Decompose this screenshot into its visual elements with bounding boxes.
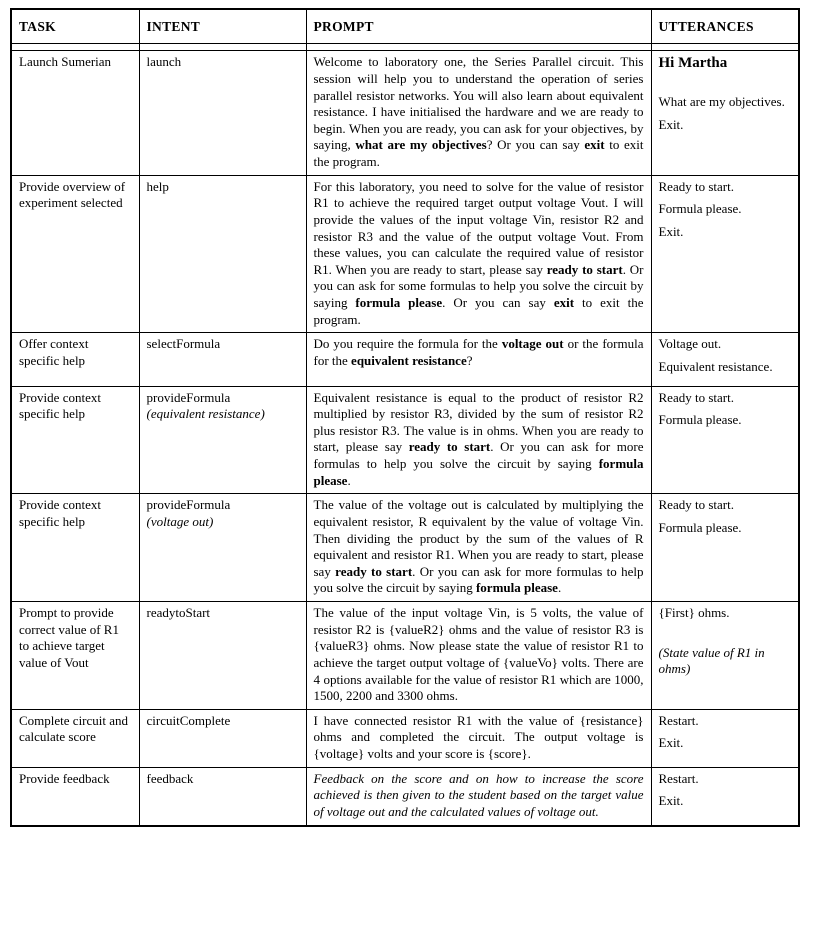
col-header-utterances: UTTERANCES: [651, 9, 799, 44]
table-row: [11, 51, 799, 175]
prompt-segment: ready to start: [408, 439, 491, 455]
utterance-line: Formula please.: [658, 412, 742, 428]
intent-label: readytoStart: [146, 605, 211, 621]
task-cell: Provide context specific help: [11, 494, 139, 602]
utterances-cell: [651, 51, 799, 175]
prompt-segment: I have connected resistor R1 with the value of {resistance} ohms and completed the circuit. The output voltage is {voltage} volts and your score is {score}.: [313, 712, 644, 762]
prompt-segment: Do you require the formula for the: [313, 336, 502, 352]
task-cell: Complete circuit and calculate score: [11, 709, 139, 767]
prompt-segment: ready to start: [335, 563, 413, 579]
spacer-cell: [11, 44, 139, 51]
utterance-line: Exit.: [658, 117, 684, 133]
prompt-segment: Equivalent resistance is equal to the product of resistor R2 multiplied by resistor R3, divided by the sum of resistor R2 plus resistor R3. The value is in ohms. When you are ready to start, please say: [313, 389, 644, 455]
prompt-segment: formula please: [355, 295, 443, 311]
prompt-cell: [306, 333, 651, 386]
spacer-cell: [651, 44, 799, 51]
task-cell: Provide feedback: [11, 767, 139, 825]
utterance-line: Exit.: [658, 735, 684, 751]
prompt-segment: ? Or you can say: [486, 137, 585, 153]
prompt-segment: to exit the program.: [313, 137, 644, 170]
utterance-line: What are my objectives.: [658, 94, 785, 110]
utterances-cell: [651, 175, 799, 333]
intent-label: help: [146, 178, 169, 194]
task-cell: Offer context specific help: [11, 333, 139, 386]
prompt-segment: Feedback on the score and on how to increase the score achieved is then given to the student based on the target value of voltage out and the calculated values of voltage out.: [313, 770, 644, 819]
prompt-cell: [306, 494, 651, 602]
utterance-line: Formula please.: [658, 519, 742, 535]
intent-table: [10, 8, 800, 827]
intent-label: selectFormula: [146, 336, 221, 352]
prompt-segment: voltage out: [501, 336, 564, 352]
utterance-line: Restart.: [658, 770, 699, 786]
utterances-cell: [651, 602, 799, 710]
intent-cell: [139, 709, 306, 767]
prompt-segment: . Or you can ask for more formulas to help you solve the circuit by saying: [313, 563, 644, 596]
prompt-cell: [306, 709, 651, 767]
prompt-cell: [306, 175, 651, 333]
prompt-segment: . Or you can ask for more formulas to help you solve the circuit by saying: [313, 439, 644, 472]
intent-cell: [139, 333, 306, 386]
prompt-segment: . Or you can ask for some formulas to help you solve the circuit by saying: [313, 261, 644, 311]
utterance-line: Equivalent resistance.: [658, 358, 773, 374]
prompt-segment: exit: [584, 137, 605, 153]
task-cell: Launch Sumerian: [11, 51, 139, 175]
prompt-cell: [306, 51, 651, 175]
spacer-row: [11, 44, 799, 51]
task-cell: Provide context specific help: [11, 386, 139, 494]
intent-label: provideFormula: [146, 389, 231, 405]
utterance-line: (State value of R1 in ohms): [658, 644, 765, 677]
table-row: [11, 602, 799, 710]
prompt-segment: The value of the input voltage Vin, is 5 volts, the value of resistor R2 is {valueR2} ohms and the value of resistor R3 is {valueR3} ohms. Now please state the value of resistor R1 to achieve the target output voltage of {valueVo} volts. There are 4 options available for the value of resistor R1 which are 1000, 1500, 2200 and 3300 ohms.: [313, 605, 644, 704]
prompt-segment: .: [347, 472, 351, 488]
header-row: [11, 9, 799, 44]
utterances-cell: [651, 386, 799, 494]
prompt-segment: formula please: [313, 456, 644, 488]
intent-cell: [139, 602, 306, 710]
prompt-segment: formula please: [475, 580, 558, 596]
prompt-segment: equivalent resistance: [351, 352, 467, 368]
prompt-segment: . Or you can say: [442, 295, 554, 311]
spacer-cell: [139, 44, 306, 51]
utterance-line: Ready to start.: [658, 497, 734, 513]
prompt-segment: ?: [466, 352, 473, 368]
intent-cell: [139, 767, 306, 825]
prompt-segment: .: [557, 580, 562, 596]
task-cell: Provide overview of experiment selected: [11, 175, 139, 333]
utterance-line: Hi Martha: [658, 55, 728, 72]
table-row: [11, 333, 799, 386]
prompt-segment: to exit the program.: [313, 295, 644, 327]
spacer-cell: [306, 44, 651, 51]
intent-note: (equivalent resistance): [146, 406, 265, 422]
prompt-segment: or the formula for the: [313, 336, 644, 368]
prompt-segment: what are my objectives: [355, 137, 487, 153]
table-row: [11, 709, 799, 767]
utterance-line: Restart.: [658, 712, 699, 728]
utterance-line: Exit.: [658, 793, 684, 809]
table-row: [11, 175, 799, 333]
task-cell: Prompt to provide correct value of R1 to achieve target value of Vout: [11, 602, 139, 710]
intent-cell: [139, 175, 306, 333]
prompt-cell: [306, 386, 651, 494]
intent-label: feedback: [146, 770, 194, 786]
utterance-line: Exit.: [658, 223, 684, 239]
intent-note: (voltage out): [146, 513, 214, 529]
utterances-cell: [651, 767, 799, 825]
table-body: [11, 51, 799, 826]
table-row: [11, 767, 799, 825]
intent-cell: [139, 386, 306, 494]
utterances-cell: [651, 709, 799, 767]
col-header-intent: INTENT: [139, 9, 306, 44]
prompt-segment: exit: [553, 295, 575, 311]
utterance-line: Formula please.: [658, 201, 742, 217]
utterance-line: {First} ohms.: [658, 605, 730, 621]
utterance-line: [659, 628, 792, 645]
intent-label: circuitComplete: [146, 712, 231, 728]
prompt-cell: [306, 767, 651, 825]
prompt-cell: [306, 602, 651, 710]
prompt-segment: Welcome to laboratory one, the Series Parallel circuit. This session will help you to understand the operation of series parallel resistor networks. You will also learn about equivalent resistance. I have initialised the hardware and we are ready to begin. When you are ready, you can ask for your objectives, by saying,: [313, 54, 644, 153]
utterance-line: Voltage out.: [658, 336, 722, 352]
utterances-cell: [651, 333, 799, 386]
utterance-line: Ready to start.: [658, 178, 734, 194]
intent-label: provideFormula: [146, 497, 231, 513]
table-row: [11, 494, 799, 602]
utterance-line: [659, 77, 792, 94]
prompt-segment: The value of the voltage out is calculated by multiplying the equivalent resistor, R equivalent by the value of voltage Vin. Then dividing the product by the sum of the values of R equivalent and resistor R1. When you are ready to start, please say: [313, 497, 644, 579]
utterances-cell: [651, 494, 799, 602]
prompt-segment: For this laboratory, you need to solve for the value of resistor R1 to achieve the required target output voltage Vout. I will provide the values of the input voltage Vin, resistor R2 and resistor R3 and the value of the output voltage Vout. From these values, you can calculate the required value of resistor R1. When you are ready to start, please say: [313, 178, 644, 277]
prompt-segment: ready to start: [546, 261, 623, 277]
intent-cell: [139, 51, 306, 175]
table-row: [11, 386, 799, 494]
intent-cell: [139, 494, 306, 602]
col-header-task: TASK: [11, 9, 139, 44]
utterance-line: Ready to start.: [658, 389, 734, 405]
intent-label: launch: [146, 54, 182, 70]
col-header-prompt: PROMPT: [306, 9, 651, 44]
